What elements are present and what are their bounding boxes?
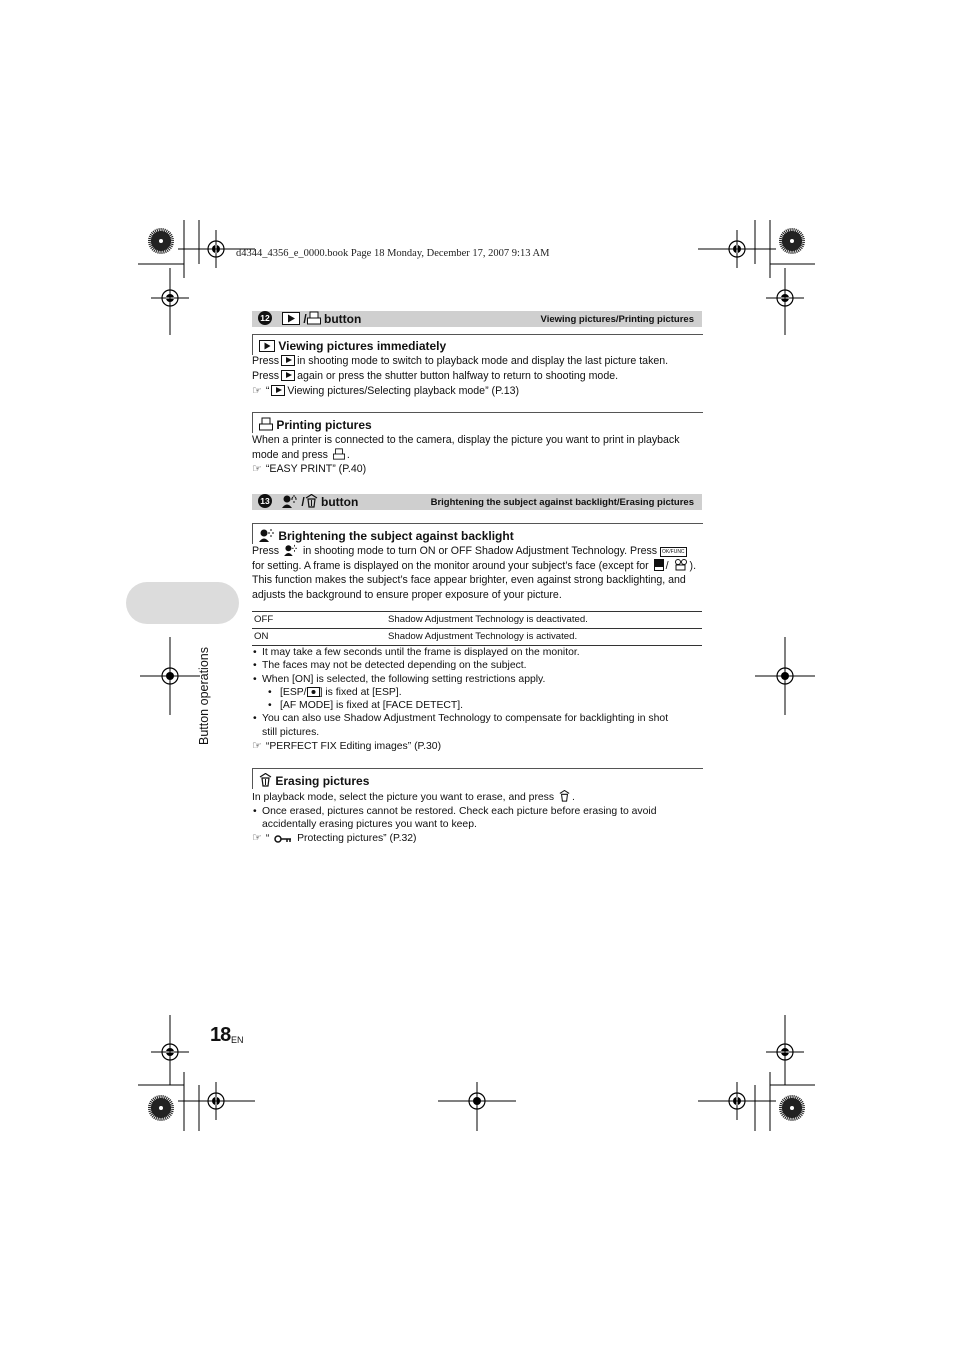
- brightening-body: Press in shooting mode to turn ON or OFF Shadow Adjustment Technology. Press OK/FUNC for setting. A frame is displayed on the monitor around your subject’s face (except for / ). This function makes the subject’s face appear brighter, even against strong backlighting, and adjusts the background to ensure proper exposure of your picture.: [252, 544, 704, 602]
- print-icon: [307, 311, 321, 325]
- section-subtitle: Viewing pictures/Printing pictures: [540, 314, 694, 325]
- body-text: In playback mode, select the picture you want to erase, and press: [252, 792, 555, 803]
- erase-icon: [305, 494, 318, 508]
- print-header-info: d4344_4356_e_0000.book Page 18 Monday, December 17, 2007 9:13 AM: [236, 248, 550, 259]
- shadow-adjust-icon: [282, 494, 298, 508]
- protect-key-icon: [274, 835, 292, 843]
- subhead-brightening: [252, 523, 703, 544]
- section-title: / button: [282, 494, 358, 510]
- body-text: in shooting mode to turn ON or OFF Shadow Adjustment Technology. Press: [303, 545, 658, 557]
- playback-button-icon: [281, 370, 295, 381]
- body-text: [ESP/: [280, 686, 307, 698]
- note-item: [252, 712, 704, 739]
- body-text: Press: [252, 545, 280, 557]
- body-text: adjusts the background to ensure proper exposure of your picture.: [252, 588, 562, 601]
- section-13-header: [252, 494, 702, 510]
- subhead-viewing: [252, 334, 703, 355]
- reference-icon: ☞: [252, 385, 262, 397]
- note-item: • It may take a few seconds until the frame is displayed on the monitor.: [252, 646, 704, 659]
- erasing-body: In playback mode, select the picture you want to erase, and press . • Once erased, pictures cannot be restored. Check each picture before erasing to avoid accidentally erasing pictures you want to keep. ☞ “ Protecting pictures” (P.32): [252, 790, 704, 845]
- chapter-tab: [126, 582, 239, 624]
- reference-text: Viewing pictures/Selecting playback mode” (P.13): [287, 385, 520, 397]
- table-row: [252, 629, 702, 646]
- page-number: 18: [210, 1024, 231, 1046]
- printing-body: When a printer is connected to the camera, display the picture you want to print in playback mode and press . ☞ “EASY PRINT” (P.40): [252, 433, 704, 477]
- body-text: again or press the shutter button halfway to return to shooting mode.: [297, 369, 619, 382]
- body-text: Once erased, pictures cannot be restored. Check each picture before erasing to avoid: [262, 805, 657, 817]
- option-cell: OFF: [252, 612, 386, 629]
- note-subitem: • [AF MODE] is fixed at [FACE DETECT].: [252, 699, 704, 712]
- shadow-adjust-icon: [259, 528, 275, 542]
- subhead-title: Viewing pictures immediately: [278, 339, 447, 353]
- note-item: • The faces may not be detected depending on the subject.: [252, 659, 704, 672]
- description-cell: Shadow Adjustment Technology is activated.: [386, 629, 702, 646]
- subhead-erasing: [252, 768, 703, 789]
- reference-text: Protecting pictures” (P.32): [297, 832, 417, 844]
- section-title-label: button: [324, 312, 362, 326]
- ok-func-button-icon: OK/FUNC: [662, 549, 685, 555]
- subhead-printing: [252, 412, 703, 433]
- body-text: Press: [252, 355, 280, 367]
- body-text: for setting. A frame is displayed on the monitor around your subject’s face (except for: [252, 559, 649, 572]
- section-number: 13: [258, 494, 272, 508]
- body-text: still pictures.: [262, 726, 320, 738]
- body-text: accidentally erasing pictures you want to keep.: [262, 819, 477, 831]
- reference-text: “: [265, 385, 270, 397]
- reference-icon: ☞: [252, 740, 262, 753]
- chapter-tab-label: Button operations: [197, 647, 211, 745]
- reference-text: “PERFECT FIX Editing images” (P.30): [265, 741, 442, 753]
- body-text: When a printer is connected to the camera, display the picture you want to print in playback: [252, 434, 680, 446]
- body-text: in shooting mode to switch to playback mode and display the last picture taken.: [297, 355, 669, 367]
- body-text: mode and press: [252, 448, 328, 461]
- spot-metering-icon: [307, 687, 320, 697]
- movie-icon: [674, 559, 688, 571]
- print-icon: [259, 417, 273, 431]
- body-text: You can also use Shadow Adjustment Technology to compensate for backlighting in shot: [262, 713, 669, 725]
- body-text: Press: [252, 369, 280, 382]
- note-item: • When [ON] is selected, the following setting restrictions apply.: [252, 673, 704, 686]
- body-text: This function makes the subject’s face appear brighter, even against strong backlighting, and: [252, 574, 686, 586]
- reference-icon: ☞: [252, 463, 262, 475]
- reference-icon: ☞: [252, 831, 262, 844]
- playback-button-icon: [271, 385, 285, 396]
- description-cell: Shadow Adjustment Technology is deactivated.: [386, 612, 702, 629]
- table-row: [252, 612, 702, 629]
- reference-text: “: [265, 832, 270, 844]
- viewing-body: [252, 354, 704, 399]
- playback-button-icon: [281, 355, 295, 366]
- note-subitem: [252, 686, 704, 699]
- section-title: / button: [282, 311, 361, 327]
- section-number: 12: [258, 311, 272, 325]
- scene-mode-icon: [654, 559, 664, 571]
- shadow-adjust-icon: [284, 544, 298, 556]
- brightening-notes: [252, 646, 704, 753]
- setting-table: [252, 611, 702, 646]
- note-item: [252, 805, 704, 832]
- reference-text: “EASY PRINT” (P.40): [265, 463, 367, 475]
- section-title-label: button: [321, 495, 359, 509]
- subhead-title: Printing pictures: [276, 418, 372, 432]
- section-subtitle: Brightening the subject against backlight/Erasing pictures: [430, 497, 694, 508]
- subhead-title: Brightening the subject against backlight: [278, 529, 514, 543]
- playback-icon: [259, 340, 275, 352]
- option-cell: ON: [252, 629, 386, 646]
- erase-icon: [259, 773, 272, 787]
- page-language: EN: [231, 1035, 244, 1045]
- playback-icon: [282, 312, 300, 325]
- erase-icon: [559, 790, 570, 802]
- subhead-title: Erasing pictures: [275, 774, 370, 788]
- print-icon: [333, 448, 345, 460]
- body-text: ] is fixed at [ESP].: [319, 686, 402, 698]
- section-12-header: [252, 311, 702, 327]
